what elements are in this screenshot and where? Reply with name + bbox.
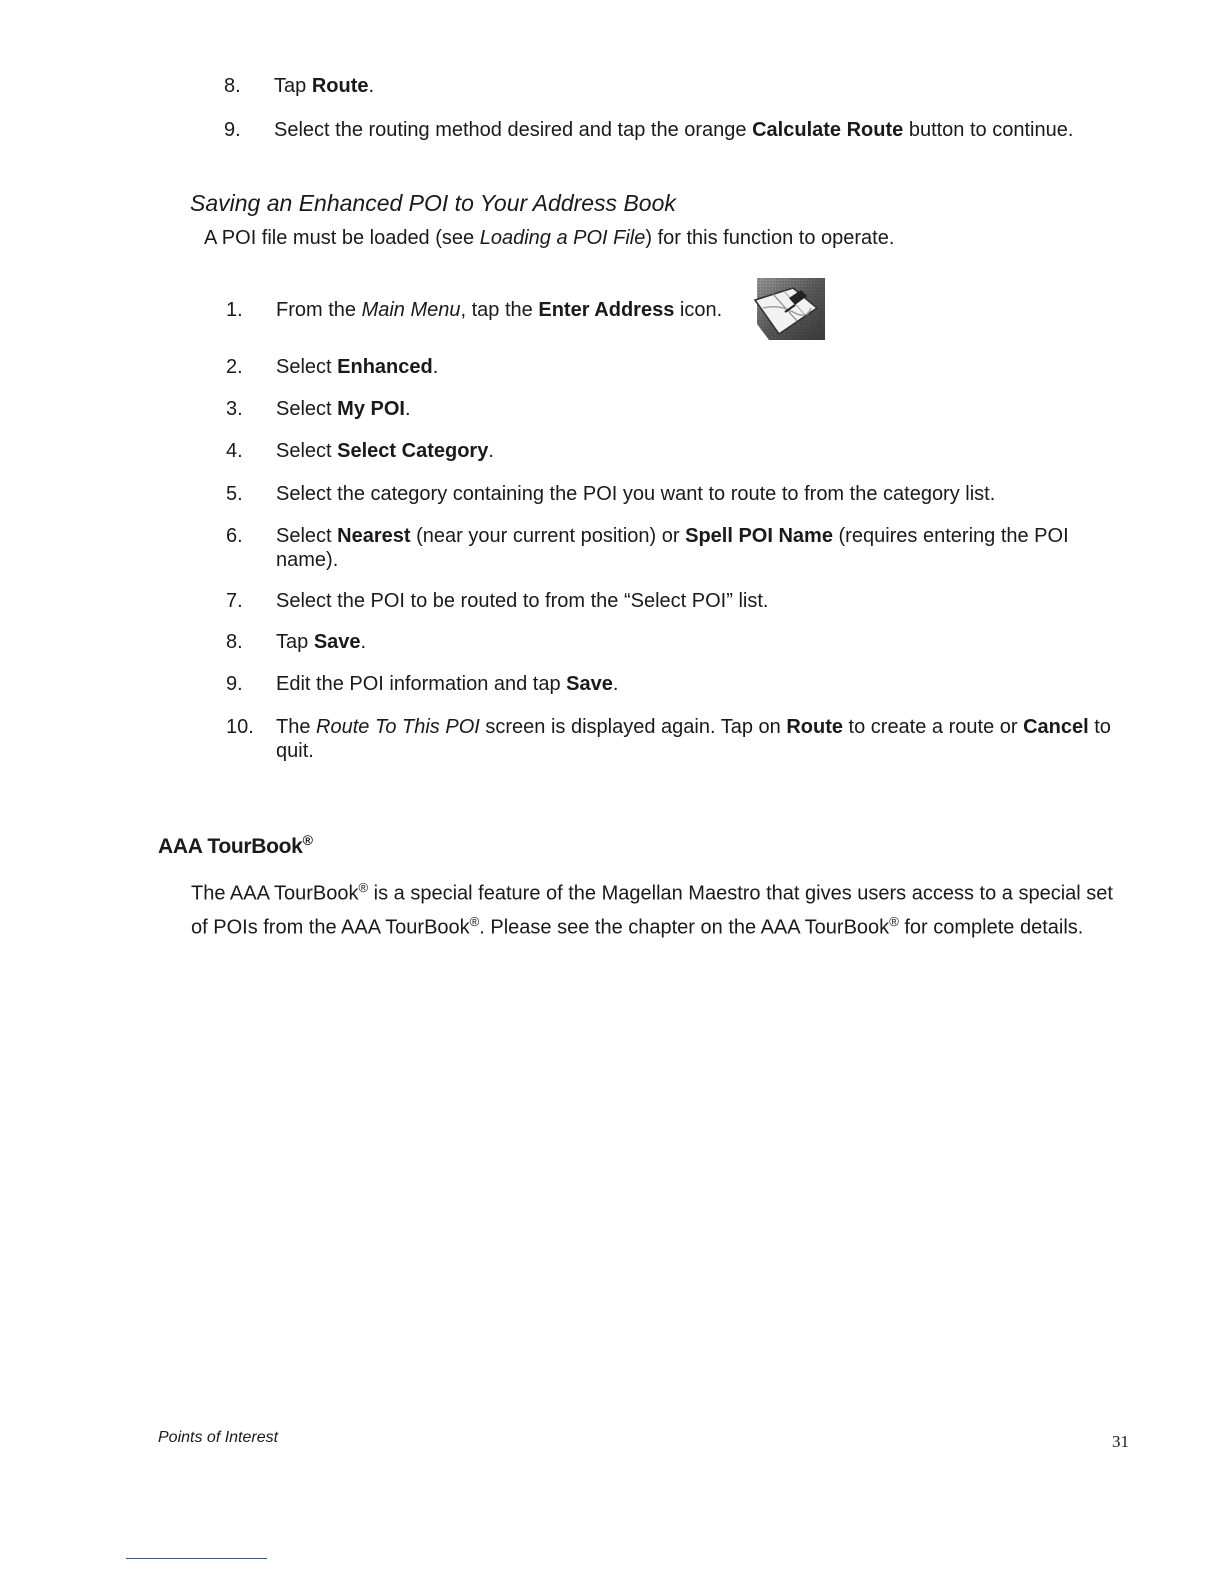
step-number: 9. [226, 673, 243, 695]
text-run: Loading a POI File [479, 227, 646, 249]
text-run: Route [786, 716, 843, 738]
step-number: 4. [226, 440, 243, 462]
footer-chapter-title: Points of Interest [158, 1429, 279, 1446]
step-number: 8. [226, 631, 243, 653]
text-run: Route [311, 75, 369, 97]
text-run: Select Category [337, 440, 489, 462]
text-run: Select the POI to be routed to from the “Select POI” list. [276, 590, 769, 612]
step-text [276, 355, 1134, 379]
step-text [276, 589, 1134, 613]
bottom-rule-line [126, 1558, 267, 1559]
text-run: Save [313, 631, 361, 653]
text-run: Select [276, 525, 338, 547]
step-text [276, 298, 1134, 322]
text-run: icon. [674, 299, 723, 321]
registered-mark: ® [358, 880, 369, 895]
step-number: 3. [226, 398, 243, 420]
text-run: (near your current position) or [410, 525, 686, 547]
text-run: Select the routing method desired and tap the orange [274, 119, 753, 141]
text-run: button to continue. [903, 119, 1074, 141]
text-run: Cancel [1023, 716, 1089, 738]
step-number: 5. [226, 483, 243, 505]
section-heading [158, 832, 313, 859]
text-run: is a special feature of the Magellan Maestro that gives users access to a special set of POIs from the AAA TourBook [191, 882, 1113, 939]
text-run: From the [276, 299, 362, 321]
section-body-paragraph [191, 874, 1131, 941]
step-number: 10. [226, 716, 254, 738]
text-run: . [404, 398, 411, 420]
enter-address-map-icon [749, 278, 825, 340]
section-heading-text: AAA TourBook [158, 835, 303, 858]
step-number: 8. [224, 75, 241, 97]
text-run: Select [276, 398, 338, 420]
page-number: 31 [1112, 1432, 1129, 1451]
step-text [276, 482, 1134, 506]
text-run: My POI [337, 398, 405, 420]
text-run: Enter Address [538, 299, 675, 321]
step-text [276, 439, 1134, 463]
text-run: Select [276, 356, 338, 378]
registered-mark: ® [469, 913, 480, 929]
text-run: Calculate Route [752, 119, 904, 141]
text-run: A POI file must be loaded (see [204, 227, 480, 249]
text-run: Enhanced [337, 356, 433, 378]
text-run: . [360, 631, 367, 653]
text-run: (requires entering the POI name). [276, 525, 1069, 571]
step-text [276, 672, 1134, 696]
step-text [276, 397, 1134, 421]
text-run: Save [566, 673, 613, 695]
text-run: The [276, 716, 317, 738]
text-run: screen is displayed again. Tap on [479, 716, 787, 738]
step-number: 7. [226, 590, 243, 612]
text-run: ) for this function to operate. [645, 227, 895, 249]
step-text [276, 630, 1134, 654]
step-text [274, 118, 1134, 142]
text-run: Nearest [337, 525, 411, 547]
text-run: for complete details. [898, 916, 1084, 939]
step-number: 2. [226, 356, 243, 378]
subsection-intro [204, 226, 894, 250]
step-text [276, 715, 1134, 763]
registered-mark: ® [889, 913, 899, 929]
text-run: , tap the [460, 299, 539, 321]
text-run: . [612, 673, 619, 695]
step-number: 1. [226, 299, 243, 321]
text-run: Main Menu [361, 299, 461, 321]
text-run: . Please see the chapter on the AAA TourBook [479, 916, 890, 939]
text-run: . [368, 75, 375, 97]
text-run: Select [276, 440, 338, 462]
step-number: 6. [226, 525, 243, 547]
text-run: The AAA TourBook [191, 882, 359, 905]
text-run: Tap [276, 631, 314, 653]
text-run: Edit the POI information and tap [276, 673, 567, 695]
step-text [276, 524, 1134, 572]
text-run: . [488, 440, 494, 462]
subsection-heading: Saving an Enhanced POI to Your Address Book [190, 190, 676, 216]
text-run: Tap [274, 75, 312, 97]
text-run: to quit. [276, 716, 1111, 762]
step-text [274, 74, 1134, 98]
text-run: Select the category containing the POI you want to route to from the category list. [276, 483, 996, 505]
text-run: Route To This POI [316, 716, 480, 738]
text-run: Spell POI Name [685, 525, 833, 547]
text-run: . [432, 356, 439, 378]
text-run: to create a route or [842, 716, 1024, 738]
step-number: 9. [224, 119, 241, 141]
registered-mark: ® [302, 832, 313, 848]
